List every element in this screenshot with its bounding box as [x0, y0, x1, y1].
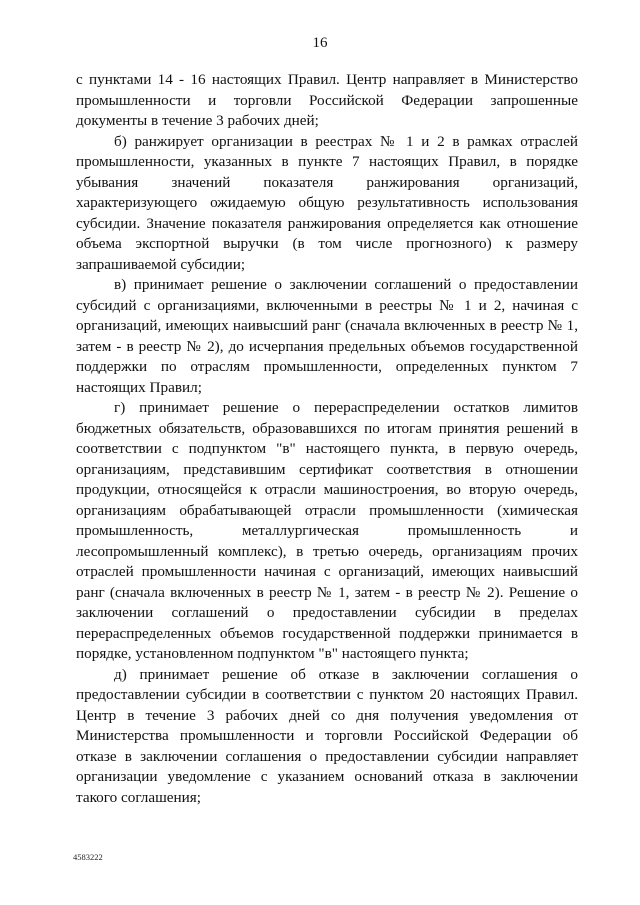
document-code: 4583222: [73, 852, 103, 862]
paragraph-item-d: д) принимает решение об отказе в заключении соглашения о предоставлении субсидии в соответствии с пунктом 20 настоящих Правил. Центр в течение 3 рабочих дней со дня получения уведомления от Министерства промышленности и торговли Российской Федерации об отказе в заключении соглашения о предоставлении субсидии направляет организации уведомление с указанием оснований отказа в заключении такого соглашения;: [76, 665, 578, 806]
document-body: [76, 70, 578, 808]
paragraph-item-v: в) принимает решение о заключении соглашений о предоставлении субсидий с организациями, включенными в реестры № 1 и 2, начиная с организаций, имеющих наивысший ранг (сначала включенных в реестр № 1, затем - в реестр № 2), до исчерпания предельных объемов государственной поддержки по отраслям промышленности, определенных пунктом 7 настоящих Правил;: [76, 276, 578, 396]
paragraph-item-b: б) ранжирует организации в реестрах № 1 и 2 в рамках отраслей промышленности, указанных в пункте 7 настоящих Правил, в порядке убывания значений показателя ранжирования организаций, характеризующего ожидаемую общую результативность использования субсидии. Значение показателя ранжирования определяется как отношение объема экспортной выручки (в том числе прогнозного) к размеру запрашиваемой субсидии;: [76, 132, 578, 273]
paragraph-continuation: с пунктами 14 - 16 настоящих Правил. Центр направляет в Министерство промышленности и торговли Российской Федерации запрошенные документы в течение 3 рабочих дней;: [76, 71, 578, 129]
paragraph-item-g: г) принимает решение о перераспределении остатков лимитов бюджетных обязательств, образовавшихся по итогам принятия решений в соответствии с подпунктом "в" настоящего пункта, в первую очередь, организациям, представившим сертификат соответствия в отношении продукции, относящейся к отрасли машиностроения, во вторую очередь, организациям обрабатывающей отрасли промышленности (химическая промышленность, металлургическая промышленность и лесопромышленный комплекс), в третью очередь, организациям прочих отраслей промышленности начиная с организаций, имеющих наивысший ранг (сначала включенных в реестр № 1, затем - в реестр № 2). Решение о заключении соглашений о предоставлении субсидии в пределах перераспределенных объемов государственной поддержки принимается в порядке, установленном подпунктом "в" настоящего пункта;: [76, 399, 578, 662]
page-number: 16: [312, 35, 328, 51]
